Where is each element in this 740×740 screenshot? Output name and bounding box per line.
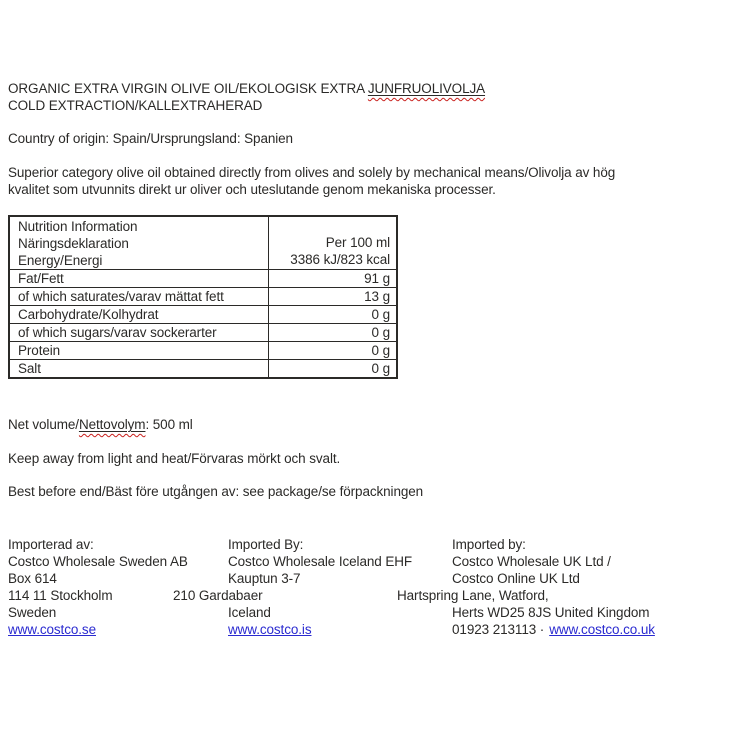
costco-se-link[interactable]: www.costco.se	[8, 622, 96, 637]
nutrition-row-fat	[10, 269, 396, 287]
nutrition-row-value: 13 g	[268, 288, 396, 305]
product-title	[8, 81, 485, 114]
nutrition-header-left	[10, 217, 268, 269]
nutrition-row-value: 0 g	[268, 306, 396, 323]
net-volume-prefix: Net volume/	[8, 417, 79, 432]
country-of-origin-line: Country of origin: Spain/Ursprungsland: Spanien	[8, 131, 293, 146]
product-description	[8, 165, 615, 198]
nutrition-row-label: of which saturates/varav mättat fett	[18, 289, 224, 304]
importer-uk-heading: Imported by:	[452, 537, 526, 552]
nutrition-row-saturates	[10, 287, 396, 305]
importer-iceland-address2: 210 Gardabaer	[173, 588, 263, 603]
product-title-line1-text: ORGANIC EXTRA VIRGIN OLIVE OIL/EKOLOGISK EXTRA	[8, 81, 368, 96]
importer-iceland-heading: Imported By:	[228, 537, 304, 552]
nutrition-row-label: Carbohydrate/Kolhydrat	[18, 307, 159, 322]
nutrition-row-protein	[10, 341, 396, 359]
importer-iceland-country: Iceland	[228, 605, 271, 620]
importer-iceland-company: Costco Wholesale Iceland EHF	[228, 554, 413, 569]
nutrition-per-100ml-label: Per 100 ml	[325, 235, 390, 250]
nutrition-row-value: 0 g	[268, 360, 396, 377]
storage-instruction-line: Keep away from light and heat/Förvaras mörkt och svalt.	[8, 451, 341, 466]
nutrition-row-value: 91 g	[268, 270, 396, 287]
importer-sweden-country: Sweden	[8, 605, 57, 620]
importer-sweden-heading: Importerad av:	[8, 537, 94, 552]
costco-co-uk-link[interactable]: www.costco.co.uk	[549, 622, 655, 637]
product-description-line2: kvalitet som utvunnits direkt ur oliver och uteslutande genom mekaniska processer.	[8, 181, 496, 197]
importer-iceland-address1: Kauptun 3-7	[228, 571, 301, 586]
importer-sweden-address1: Box 614	[8, 571, 57, 586]
importer-uk-company2: Costco Online UK Ltd	[452, 571, 580, 586]
importer-sweden-company: Costco Wholesale Sweden AB	[8, 554, 188, 569]
importer-uk-address1: Hartspring Lane, Watford,	[397, 588, 549, 603]
importer-sweden-address2: 114 11 Stockholm	[8, 588, 113, 603]
uk-phone-number: 01923 213113 ·	[452, 622, 545, 637]
product-title-line2: COLD EXTRACTION/KALLEXTRAHERAD	[8, 97, 263, 113]
nutrition-header-right	[268, 217, 396, 269]
importer-uk-company1: Costco Wholesale UK Ltd /	[452, 554, 611, 569]
nutrition-row-value: 0 g	[268, 324, 396, 341]
nutrition-header-title-sv: Näringsdeklaration	[18, 236, 129, 251]
nutrition-row-sugars	[10, 323, 396, 341]
costco-is-link[interactable]: www.costco.is	[228, 622, 312, 637]
net-volume-value: : 500 ml	[145, 417, 193, 432]
spellchecked-word-nettovolym: Nettovolym	[78, 417, 146, 432]
nutrition-row-carbohydrate	[10, 305, 396, 323]
best-before-line: Best before end/Bäst före utgången av: see package/se förpackningen	[8, 484, 424, 499]
nutrition-energy-value: 3386 kJ/823 kcal	[290, 252, 390, 267]
nutrition-row-value: 0 g	[268, 342, 396, 359]
nutrition-header-title-en: Nutrition Information	[18, 219, 138, 234]
product-title-line1	[8, 81, 485, 98]
nutrition-table-header	[10, 217, 396, 269]
spellchecked-word-junfruolivolja: JUNFRUOLIVOLJA	[367, 81, 486, 96]
nutrition-table	[8, 215, 398, 379]
net-volume-line	[8, 417, 193, 432]
importer-uk-address2: Herts WD25 8JS United Kingdom	[452, 605, 650, 620]
importer-uk-contact	[452, 622, 655, 637]
nutrition-header-energy-label: Energy/Energi	[18, 253, 103, 268]
nutrition-row-label: of which sugars/varav sockerarter	[18, 325, 217, 340]
nutrition-row-label: Protein	[18, 343, 61, 358]
nutrition-row-label: Salt	[18, 361, 41, 376]
nutrition-row-salt	[10, 359, 396, 377]
product-description-line1: Superior category olive oil obtained directly from olives and solely by mechanical means/Olivolja av hög	[8, 165, 616, 180]
nutrition-row-label: Fat/Fett	[18, 271, 64, 286]
